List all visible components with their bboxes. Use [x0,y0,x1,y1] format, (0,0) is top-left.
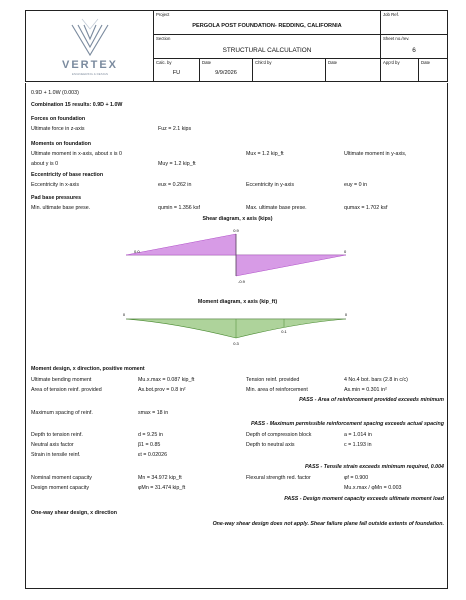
strain-label: Strain in tensile reinf. [31,452,81,458]
my-label: Ultimate moment in y-axis, [344,151,407,157]
sheet-label: Sheet no./rev. [383,36,410,41]
as-provided-label: Area of tension reinf. provided [31,387,102,393]
tension-reinf-value: 4 No.4 bot. bars (2.8 in c/c) [344,377,408,383]
moment-diagram-title: Moment diagram, x axis (kip_ft) [197,299,278,305]
date2-cell [326,59,381,81]
shear-diagram [26,223,449,288]
moments-heading: Moments on foundation [31,141,92,147]
pressures-heading: Pad base pressures [31,195,82,201]
d-value: d = 9.25 in [138,432,163,438]
checked-by-cell [253,59,326,81]
checked-by-label: Chk'd by [255,60,272,65]
phimn-label: Design moment capacity [31,485,89,491]
job-ref-label: Job Ref. [383,12,400,17]
pass-spacing: PASS - Maximum permissible reinforcement spacing exceeds actual spacing [250,421,444,427]
moment-diagram [26,305,449,353]
date2-label: Date [328,60,338,65]
pass-moment: PASS - Design moment capacity exceeds ultimate moment load [284,496,444,502]
title-block [25,10,448,82]
mbend-value: Mu.x.max = 0.087 kip_ft [138,377,195,383]
shear-note: One-way shear design does not apply. Shear failure plane fall outside extents of foundation. [212,521,444,527]
phi-label: Flexural strength red. factor [246,475,311,481]
c-value: c = 1.193 in [344,442,372,448]
qmin-value: qumin = 1.356 ksf [158,205,200,211]
tension-reinf-label: Tension reinf. provided [246,377,300,383]
ey-value: euy = 0 in [344,182,368,188]
ex-label: Eccentricity in x-axis [31,182,79,188]
date-label: Date [202,60,212,65]
mx-value: Mux = 1.2 kip_ft [246,151,284,157]
pass-strain: PASS - Tensile strain exceeds minimum required, 0.004 [305,464,444,470]
logo-subtext: ENGINEERING & DESIGN [71,72,109,76]
smax-label: Maximum spacing of reinf. [31,410,93,416]
shear-left-label: 0.0 [134,249,140,254]
my-label-2: about y is 0 [31,161,59,167]
shear-right-label: 0 [344,249,347,254]
as-min-value: As.min = 0.301 in² [344,387,387,393]
project-cell [154,11,381,35]
mn-value: Mn = 34.972 kip_ft [138,475,182,481]
d-label: Depth to tension reinf. [31,432,83,438]
as-min-label: Min. area of reinforcement [246,387,308,393]
qmax-label: Max. ultimate base prese. [246,205,307,211]
date-cell [200,59,253,81]
mbend-label: Ultimate bending moment [31,377,92,383]
phi-value: φf = 0.900 [344,475,369,481]
mn-label: Nominal moment capacity [31,475,92,481]
shear-negative-area [236,255,346,276]
logo [26,11,154,81]
calc-by-value: FU [172,70,181,76]
sheet-cell [381,35,447,59]
calc-sheet [25,10,448,590]
section-label: Section [156,36,171,41]
c-label: Depth to neutral axis [246,442,295,448]
date3-cell [419,59,447,81]
qmin-label: Min. ultimate base prese. [31,205,91,211]
date3-label: Date [421,60,431,65]
approved-by-cell [381,59,419,81]
load-case-line: 0.9D + 1.0W (0.003) [31,90,79,96]
combination-heading: Combination 15 results: 0.9D + 1.0W [31,102,123,108]
vertex-logo-icon [26,11,153,81]
date-value: 9/9/2026 [215,70,237,76]
pass-area: PASS - Area of reinforcement provided exceeds minimum [299,397,444,403]
beta-value: β1 = 0.85 [138,442,161,448]
strain-value: εt = 0.02026 [138,452,168,458]
moment-design-heading: Moment design, x direction, positive moment [31,366,145,372]
ex-value: eux = 0.262 in [158,182,192,188]
smax-value: smax = 18 in [138,410,169,416]
calc-by-label: Calc. by [156,60,172,65]
sheet-value: 6 [412,47,416,54]
qmax-value: qumax = 1.702 ksf [344,205,388,211]
eccentricity-heading: Eccentricity of base reaction [31,172,104,178]
shear-diagram-title: Shear diagram, x axis (kips) [202,216,273,222]
ey-label: Eccentricity in y-axis [246,182,294,188]
forces-heading: Forces on foundation [31,116,86,122]
my-value: Muy = 1.2 kip_ft [158,161,196,167]
shear-design-heading: One-way shear design, x direction [31,510,117,516]
moment-bottom-label: 0.3 [233,341,239,346]
section-value: STRUCTURAL CALCULATION [222,47,312,54]
shear-bottom-label: -0.9 [238,279,245,284]
ratio-value: Mu.x.max / φMn = 0.003 [344,485,402,491]
moment-right-label: 0 [344,312,348,317]
a-value: a = 1.014 in [344,432,372,438]
moment-left-label: 0 [122,312,126,317]
section-cell [154,35,381,59]
phimn-value: φMn = 31.474 kip_ft [138,485,186,491]
beta-label: Neutral axis factor [31,442,74,448]
calc-body [25,83,448,589]
as-provided-value: As.bot.prov = 0.8 in² [138,387,186,393]
project-value: PERGOLA POST FOUNDATION- REDDING, CALIFORNIA [192,23,342,29]
calc-by-cell [154,59,200,81]
fz-value: Fuz = 2.1 kips [158,126,192,132]
shear-positive-area [126,234,236,255]
shear-top-label: 0.9 [233,228,239,233]
approved-by-label: App'd by [383,60,400,65]
mx-label: Ultimate moment in x-axis, about x is 0 [31,151,122,157]
a-label: Depth of compression block [246,432,312,438]
project-label: Project [156,12,170,17]
moment-mid-label: 0.1 [281,329,287,334]
job-ref-cell [381,11,447,35]
logo-text: VERTEX [61,59,119,71]
fz-label: Ultimate force in z-axis [31,126,85,132]
